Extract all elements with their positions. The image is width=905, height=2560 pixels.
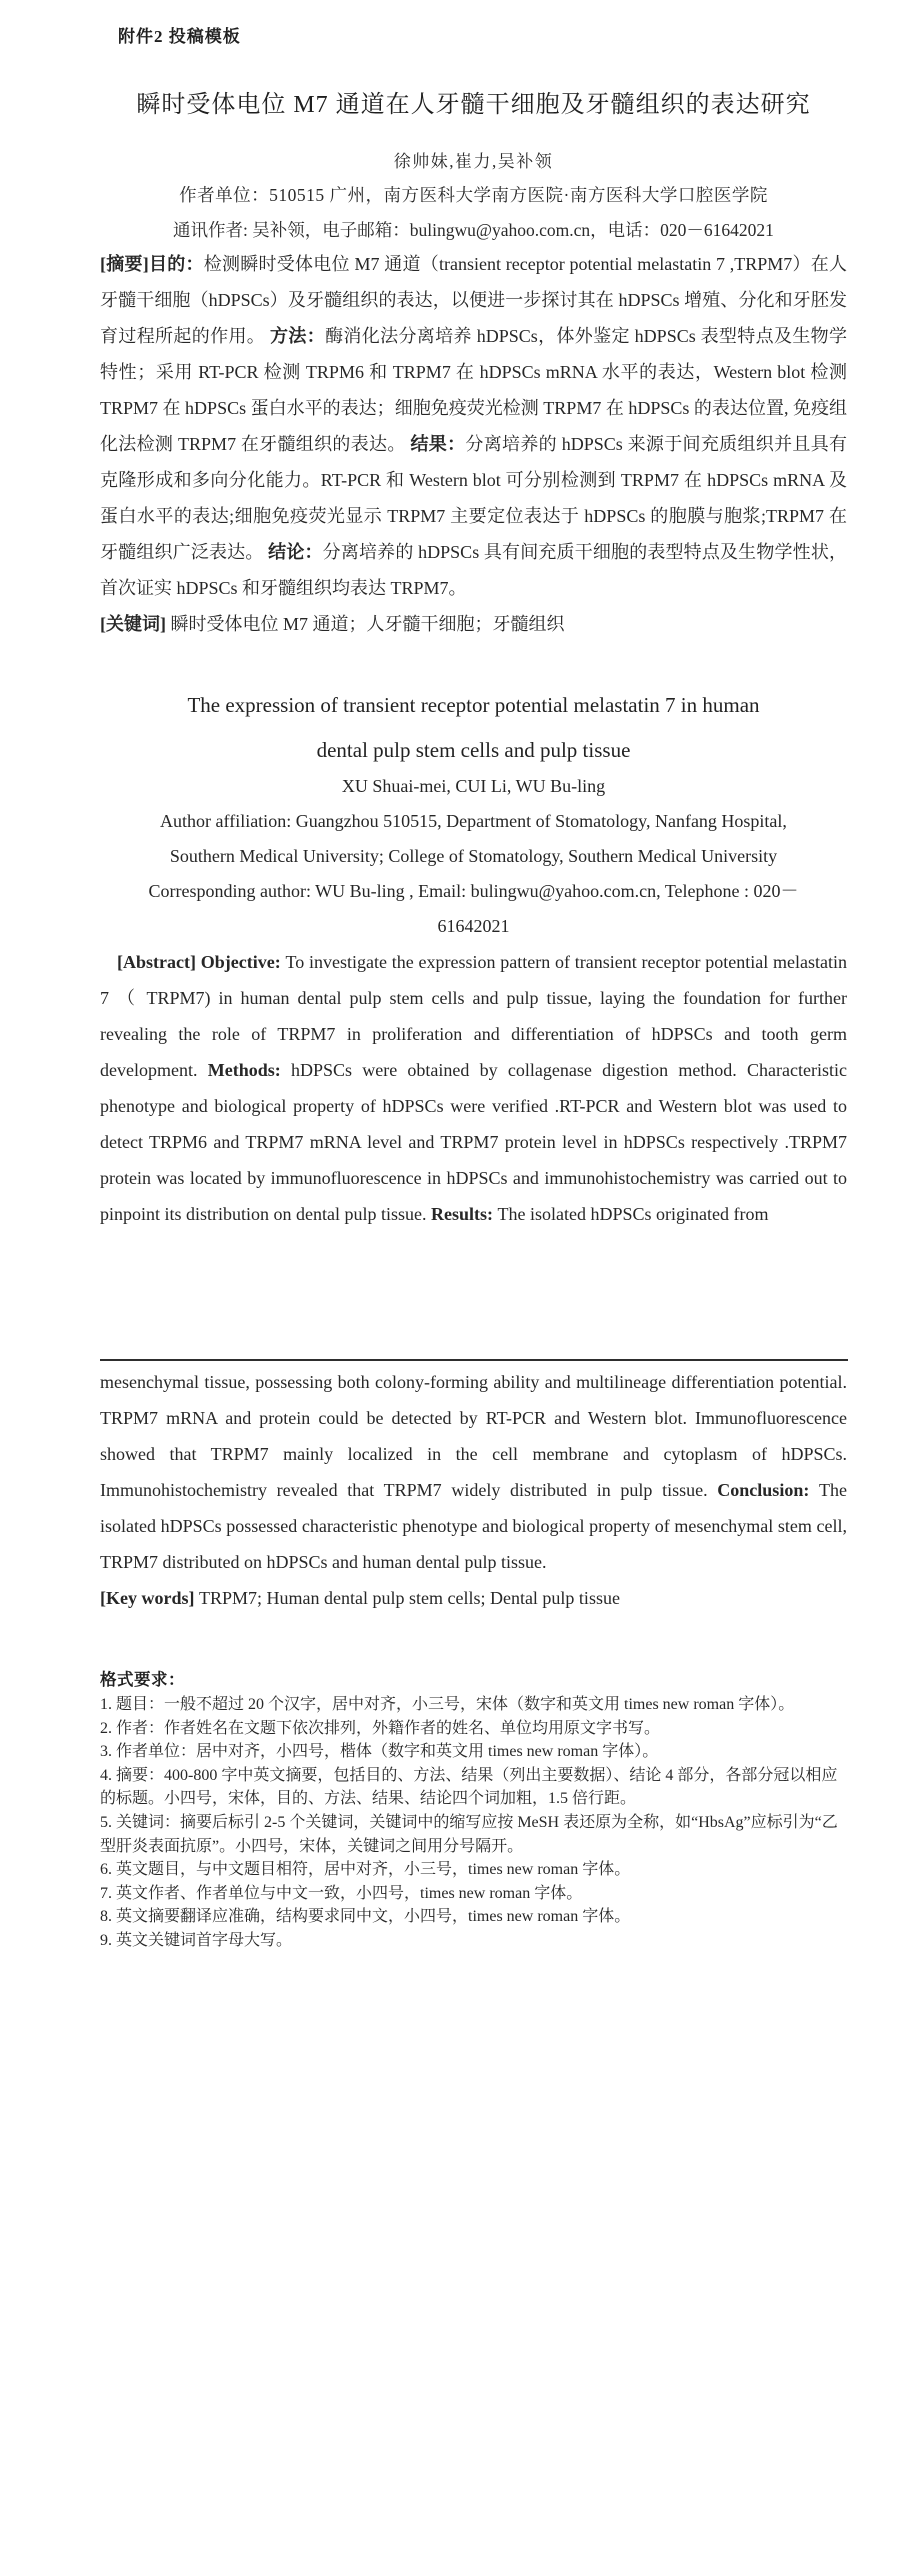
english-keywords bbox=[100, 1580, 847, 1616]
text-segment: 酶消化法分离培养 hDPSCs，体外鉴定 hDPSCs 表型特点及生物学特性；采用 RT-PCR 检测 TRPM6 和 TRPM7 在 hDPSCs mRNA 水平的表达，Western blot 检测 TRPM7 在 hDPSCs 蛋白水平的表达；细胞免疫荧光检测 TRPM7 在 hDPSCs 的表达位置, 免疫组化法检测 TRPM7 在牙髓组织的表达。 bbox=[100, 326, 848, 454]
text-segment: 分离培养的 hDPSCs 具有间充质干细胞的表型特点及生物学性状，首次证实 hDPSCs 和牙髓组织均表达 TRPM7。 bbox=[100, 542, 848, 598]
text-segment: The isolated hDPSCs originated from bbox=[497, 1204, 769, 1224]
bold-text-segment: 结果： bbox=[410, 434, 466, 454]
chinese-affiliation: 作者单位：510515 广州，南方医科大学南方医院·南方医科大学口腔医学院 bbox=[179, 185, 768, 205]
english-abstract-part2 bbox=[100, 1364, 847, 1616]
format-requirement-item: 4. 摘要：400-800 字中英文摘要，包括目的、方法、结果（列出主要数据）、结论 4 部分，各部分冠以相应的标题。小四号，宋体，目的、方法、结果、结论四个词加粗，1.5 倍行距。 bbox=[100, 1766, 838, 1808]
bold-text-segment: Methods: bbox=[207, 1060, 291, 1080]
chinese-authors: 徐帅妹,崔力,吴补领 bbox=[393, 152, 554, 171]
english-header-line: 61642021 bbox=[437, 916, 510, 936]
attachment-label: 附件2 投稿模板 bbox=[118, 27, 241, 46]
bold-text-segment: [关键词] bbox=[100, 614, 171, 634]
bold-text-segment: Conclusion: bbox=[717, 1480, 820, 1500]
english-abstract-paragraph-1 bbox=[100, 944, 847, 1232]
text-segment: 分离培养的 hDPSCs 来源于间充质组织并且具有克隆形成和多向分化能力。RT-PCR 和 Western blot 可分别检测到 TRPM7 在 hDPSCs mRNA 及蛋白水平的表达;细胞免疫荧光显示 TRPM7 主要定位表达于 hDPSCs 的胞膜与胞浆;TRPM7 在牙髓组织广泛表达。 bbox=[100, 434, 848, 562]
bold-text-segment: [Key words] bbox=[100, 1588, 199, 1608]
format-requirement-item: 8. 英文摘要翻译应准确，结构要求同中文，小四号，times new roman 字体。 bbox=[100, 1908, 631, 1926]
chinese-title: 瞬时受体电位 M7 通道在人牙髓干细胞及牙髓组织的表达研究 bbox=[136, 92, 811, 118]
english-title-line: The expression of transient receptor potential melastatin 7 in human bbox=[187, 693, 760, 717]
text-segment: mesenchymal tissue, possessing both colony-forming ability and multilineage differentiation potential. TRPM7 mRNA and protein could be detected by RT-PCR and Western blot. Immunofluorescence showed that TRPM7 mainly localized in the cell membrane and cytoplasm of hDPSCs. Immunohistochemistry revealed that TRPM7 widely distributed in pulp tissue. bbox=[100, 1372, 847, 1500]
english-header-line: Corresponding author: WU Bu-ling , Email: bulingwu@yahoo.com.cn, Telephone : 020－ bbox=[148, 881, 799, 901]
english-abstract-part1 bbox=[100, 944, 847, 1232]
chinese-abstract-paragraph bbox=[100, 246, 847, 606]
text-segment: TRPM7; Human dental pulp stem cells; Dental pulp tissue bbox=[198, 1588, 620, 1608]
format-requirements-heading: 格式要求： bbox=[100, 1670, 185, 1689]
text-segment: hDPSCs were obtained by collagenase digestion method. Characteristic phenotype and biological property of hDPSCs were verified .RT-PCR and Western blot was used to detect TRPM6 and TRPM7 mRNA level and TRPM7 protein level in hDPSCs respectively .TRPM7 protein was located by immunofluorescence in hDPSCs and immunohistochemistry was carried out to pinpoint its distribution on dental pulp tissue. bbox=[100, 1060, 847, 1224]
text-segment: To investigate the expression pattern of transient receptor potential melastatin 7 （ TRPM7) in human dental pulp stem cells and pulp tissue, laying the foundation for further revealing the role of TRPM7 in proliferation and differentiation of hDPSCs and tooth germ development. bbox=[100, 952, 847, 1080]
text-segment: 检测瞬时受体电位 M7 通道（transient receptor potential melastatin 7 ,TRPM7）在人牙髓干细胞（hDPSCs）及牙髓组织的表达，以便进一步探讨其在 hDPSCs 增殖、分化和牙胚发育过程所起的作用。 bbox=[100, 254, 847, 346]
english-header-line: XU Shuai-mei, CUI Li, WU Bu-ling bbox=[341, 776, 606, 796]
format-requirements-list bbox=[100, 1693, 847, 1953]
format-requirements-section bbox=[100, 1667, 847, 1953]
english-title bbox=[100, 683, 847, 773]
format-requirement-item: 5. 关键词：摘要后标引 2-5 个关键词，关键词中的缩写应按 MeSH 表还原为全称，如“HbsAg”应标引为“乙型肝炎表面抗原”。小四号，宋体，关键词之间用分号隔开。 bbox=[100, 1813, 838, 1855]
english-abstract-paragraph-2 bbox=[100, 1364, 847, 1580]
format-requirement-item: 2. 作者：作者姓名在文题下依次排列，外籍作者的姓名、单位均用原文字书写。 bbox=[100, 1719, 661, 1737]
text-segment: The isolated hDPSCs possessed characteristic phenotype and biological property of mesenchymal stem cell, TRPM7 distributed on hDPSCs and human dental pulp tissue. bbox=[100, 1480, 847, 1572]
bold-text-segment: Results: bbox=[431, 1204, 498, 1224]
format-requirement-item: 6. 英文题目，与中文题目相符，居中对齐，小三号，times new roman 字体。 bbox=[100, 1861, 631, 1879]
format-requirement-item: 7. 英文作者、作者单位与中文一致，小四号，times new roman 字体。 bbox=[100, 1884, 583, 1902]
bold-text-segment: 方法： bbox=[270, 326, 326, 346]
english-author-affiliation-block bbox=[100, 769, 847, 944]
english-header-line: Southern Medical University; College of Stomatology, Southern Medical University bbox=[169, 846, 778, 866]
page-break-divider-line bbox=[100, 1359, 848, 1361]
chinese-keywords bbox=[100, 606, 847, 642]
bold-text-segment: [摘要]目的： bbox=[100, 254, 204, 274]
format-requirement-item: 3. 作者单位：居中对齐，小四号，楷体（数字和英文用 times new roman 字体）。 bbox=[100, 1743, 659, 1761]
format-requirement-item: 9. 英文关键词首字母大写。 bbox=[100, 1931, 293, 1949]
format-requirement-item: 1. 题目：一般不超过 20 个汉字，居中对齐，小三号，宋体（数字和英文用 times new roman 字体）。 bbox=[100, 1696, 795, 1713]
english-header-line: Author affiliation: Guangzhou 510515, Department of Stomatology, Nanfang Hospital, bbox=[160, 811, 787, 831]
bold-text-segment: [Abstract] Objective: bbox=[117, 952, 286, 972]
chinese-correspondence: 通讯作者: 吴补领，电子邮箱：bulingwu@yahoo.com.cn，电话：020－61642021 bbox=[173, 220, 774, 240]
chinese-abstract-block bbox=[100, 246, 847, 642]
bold-text-segment: 结论： bbox=[268, 542, 323, 562]
text-segment: 瞬时受体电位 M7 通道；人牙髓干细胞；牙髓组织 bbox=[170, 614, 565, 634]
english-title-line: dental pulp stem cells and pulp tissue bbox=[316, 738, 631, 762]
